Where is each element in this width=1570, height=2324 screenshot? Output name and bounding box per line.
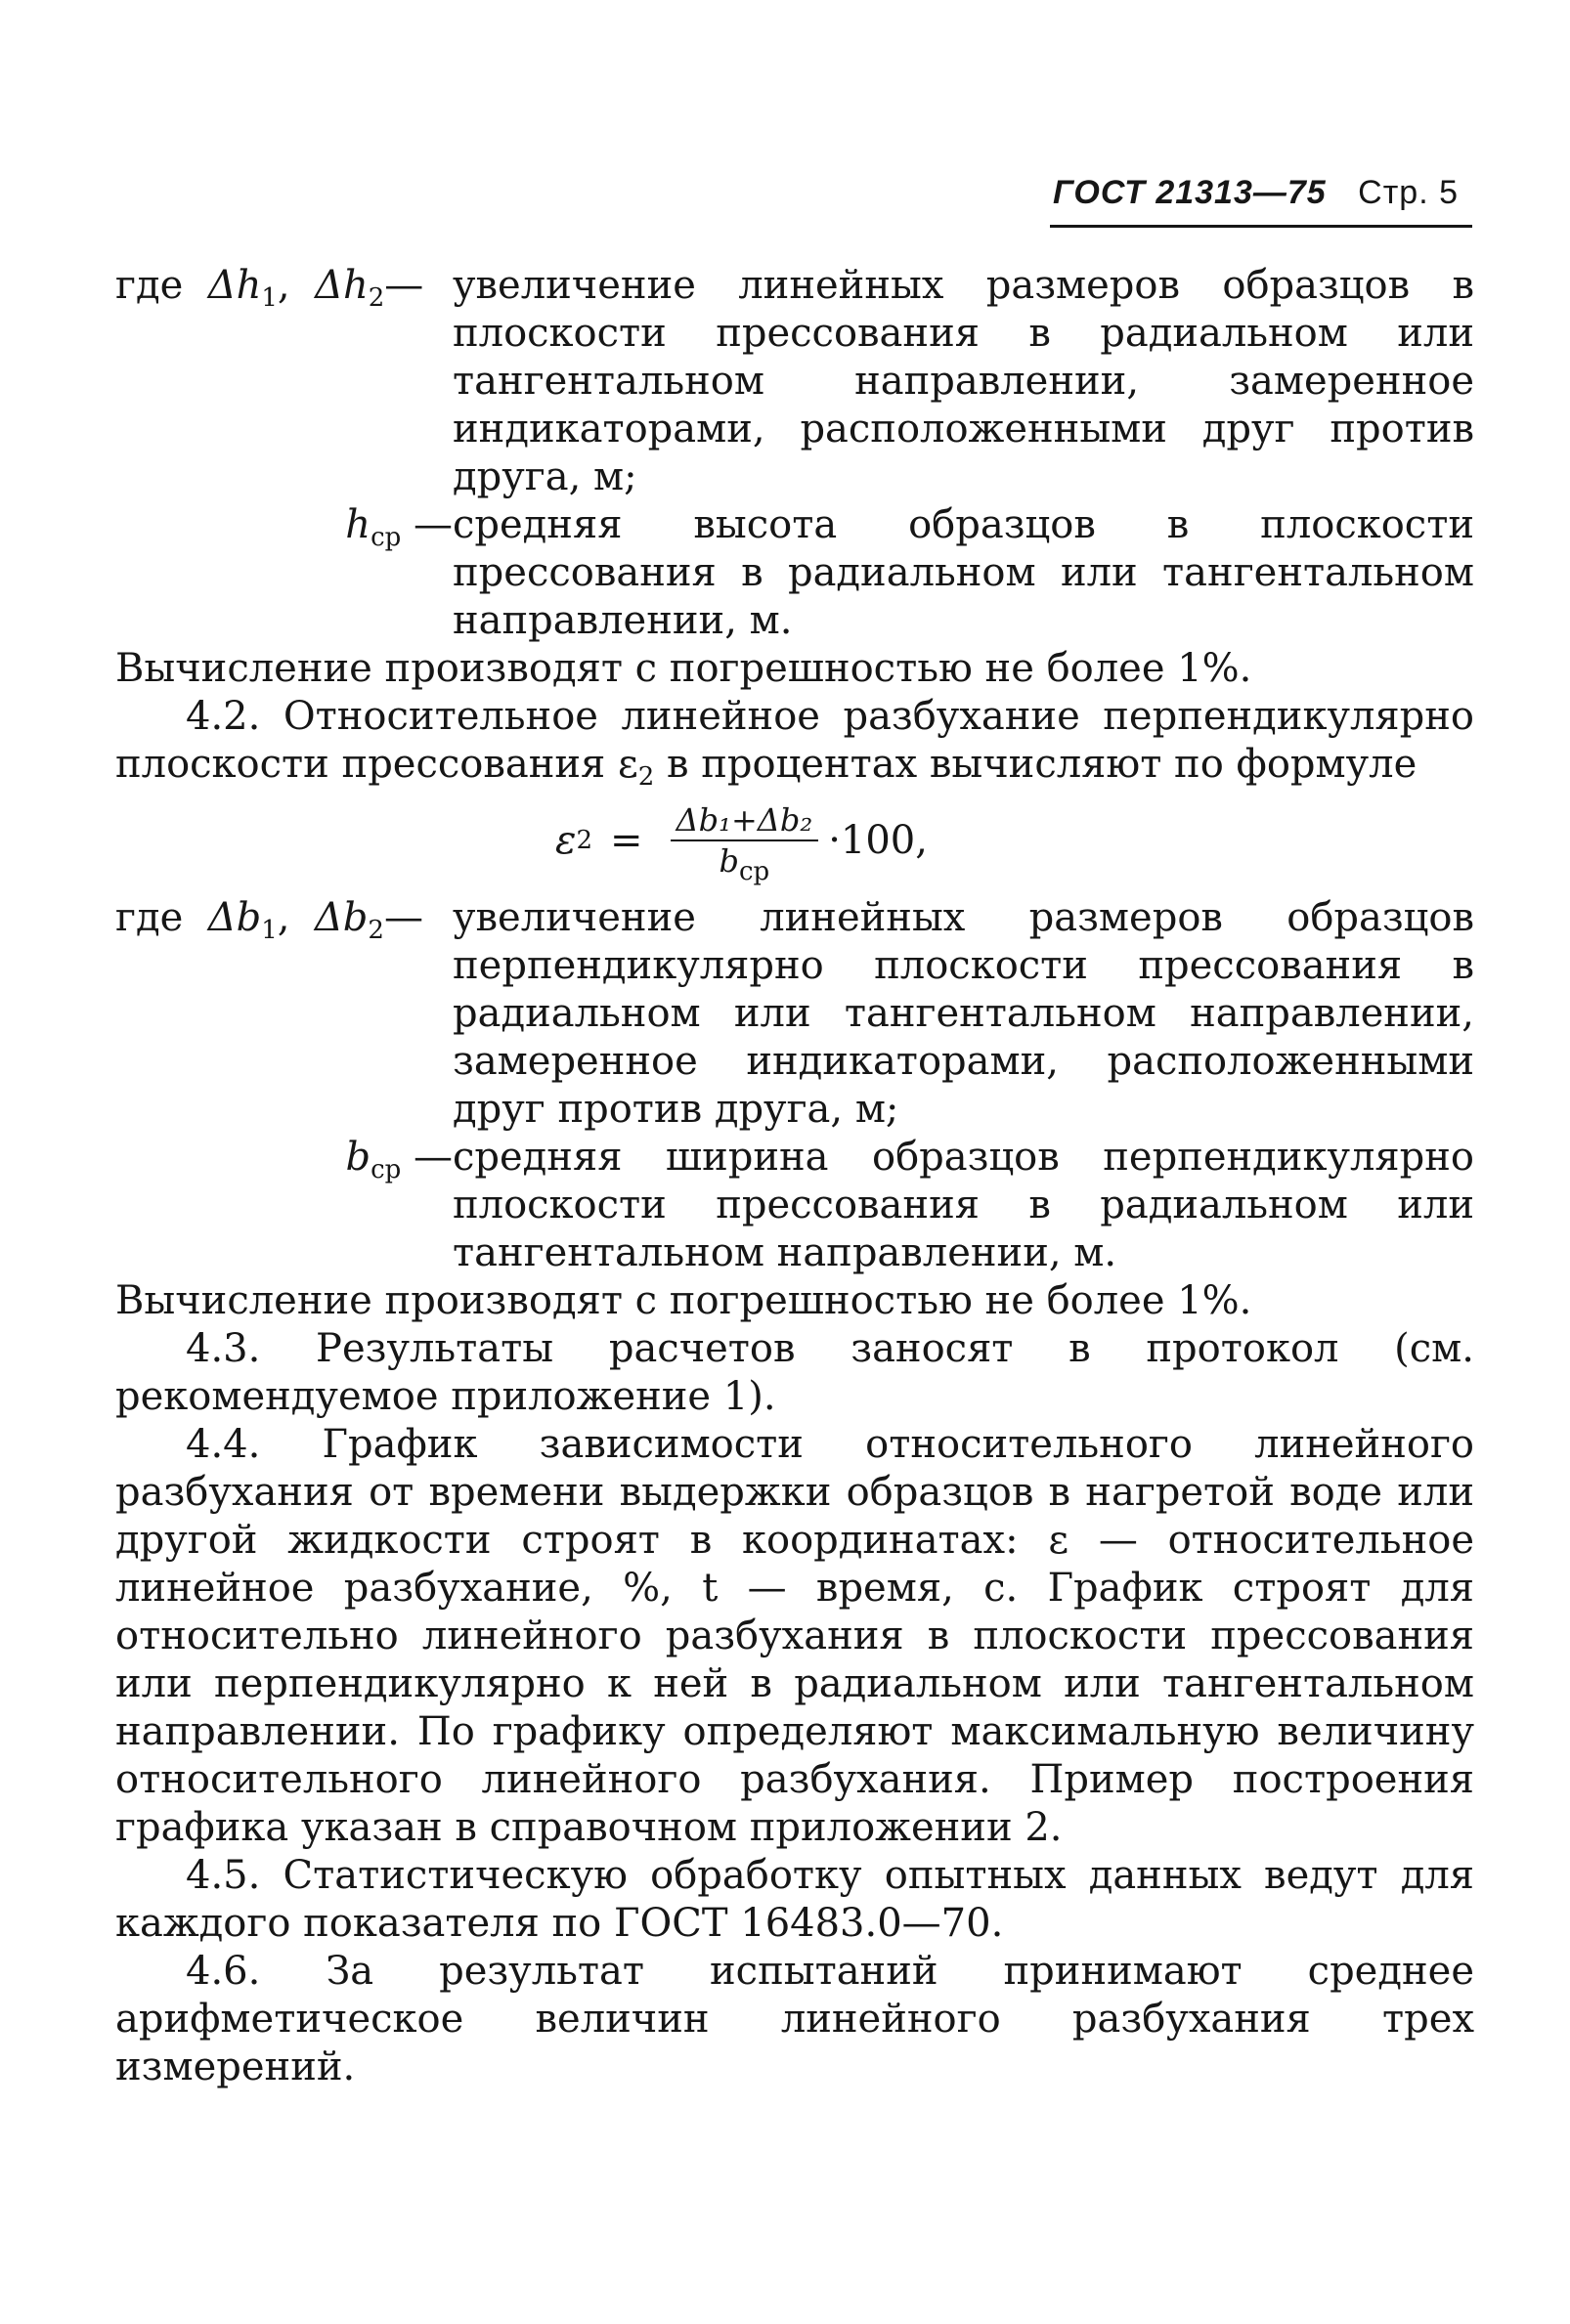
symbol-db2-sub: 2 — [368, 916, 384, 945]
paragraph-4-2 — [115, 693, 1474, 792]
formula-fraction — [671, 800, 819, 886]
definition-dh-text: увеличение линейных размеров образцов в плоскости прессования в радиальном или тангентальном направлении, замеренное индикаторами, расположенными друг против друга, м; — [453, 263, 1474, 499]
header-rule — [1050, 225, 1472, 228]
definition-dh — [115, 262, 1474, 501]
definition-bcp-text: средняя ширина образцов перпендикулярно плоскости прессования в радиальном или тангентальном направлении, м. — [453, 1135, 1474, 1275]
formula-equals: = — [610, 817, 643, 863]
symbol-bcp-sub: ср — [371, 1155, 402, 1184]
definition-hcp-text: средняя высота образцов в плоскости прессования в радиальном или тангентальном направлении, м. — [453, 502, 1474, 643]
symbol-dh2-sub: 2 — [368, 283, 385, 313]
symbol-hcp: h — [345, 502, 371, 547]
symbol-comma: , — [277, 263, 290, 308]
symbol-hcp-sub: ср — [371, 523, 402, 552]
formula-lhs: ε — [555, 817, 577, 863]
paragraph-4-2-sub: 2 — [637, 762, 655, 792]
definition-dh-symbols: где $\Delta h_1$, $\Delta h_2—$ — [115, 263, 424, 313]
paragraph-calc-2: Вычисление производят с погрешностью не более 1%. — [115, 1278, 1252, 1323]
page-header — [1053, 174, 1459, 212]
symbol-dh1: Δh — [207, 263, 262, 308]
definition-db-symbols: где $\Delta b_1$, $\Delta b_2—$ — [115, 895, 423, 945]
paragraph-4-3: 4.3. Результаты расчетов заносят в протокол (см. рекомендуемое приложение 1). — [115, 1326, 1474, 1419]
definition-bcp-symbol: $b_{ср}$ — — [345, 1135, 453, 1184]
formula-denominator-sub: ср — [738, 857, 770, 886]
paragraph-4-2-text: 4.2. Относительное линейное разбухание перпендикулярно плоскости прессования ε — [115, 694, 1474, 787]
paragraph-4-2-tail: в процентах вычисляют по формуле — [654, 742, 1417, 787]
formula-numerator: Δb₁+Δb₂ — [671, 800, 819, 841]
formula-denominator — [719, 841, 770, 886]
definition-bcp — [115, 1134, 1474, 1277]
symbol-dh2: Δh — [315, 263, 369, 308]
symbol-bcp: b — [345, 1135, 371, 1180]
where-word: где — [115, 263, 184, 308]
paragraph-calc-1: Вычисление производят с погрешностью не более 1%. — [115, 646, 1252, 691]
symbol-comma-2: , — [277, 895, 290, 940]
formula-tail: ·100, — [828, 817, 928, 863]
paragraph-4-4: 4.4. График зависимости относительного линейного разбухания от времени выдержки образцов в нагретой воде или другой жидкости строят в координатах: ε — относительное линейное разбухание, %, t — время, с. График строят для относительно линейного разбухания в плоскости прессования или перпендикулярно к ней в радиальном или тангентальном направлении. По графику определяют максимальную величину относительного линейного разбухания. Пример построения графика указан в справочном приложении 2. — [115, 1422, 1474, 1850]
definition-hcp-symbol: $h_{ср}$ — — [345, 502, 453, 552]
paragraph-4-6: 4.6. За результат испытаний принимают среднее арифметическое величин линейного разбухания трех измерений. — [115, 1949, 1474, 2089]
definition-db-text: увеличение линейных размеров образцов перпендикулярно плоскости прессования в радиальном или тангентальном направлении, замеренное индикаторами, расположенными друг против друга, м; — [453, 895, 1474, 1132]
definition-db — [115, 894, 1474, 1134]
paragraph-4-5: 4.5. Статистическую обработку опытных данных ведут для каждого показателя по ГОСТ 16483.0—70. — [115, 1853, 1474, 1946]
page-number: Стр. 5 — [1358, 174, 1459, 211]
formula-denominator-symbol: b — [719, 842, 739, 880]
document-body — [115, 262, 1474, 2091]
symbol-db1-sub: 1 — [261, 916, 278, 945]
formula-e2: ε 2 = $\frac{\text{Δb₁+Δb₂}}{b_{ср}}$ ·100, — [555, 801, 928, 886]
definition-hcp — [115, 501, 1474, 645]
symbol-db1: Δb — [207, 895, 262, 940]
symbol-dh1-sub: 1 — [261, 283, 278, 313]
symbol-db2: Δb — [314, 895, 369, 940]
where-word-2: где — [115, 895, 184, 940]
standard-number: ГОСТ 21313—75 — [1052, 174, 1327, 211]
